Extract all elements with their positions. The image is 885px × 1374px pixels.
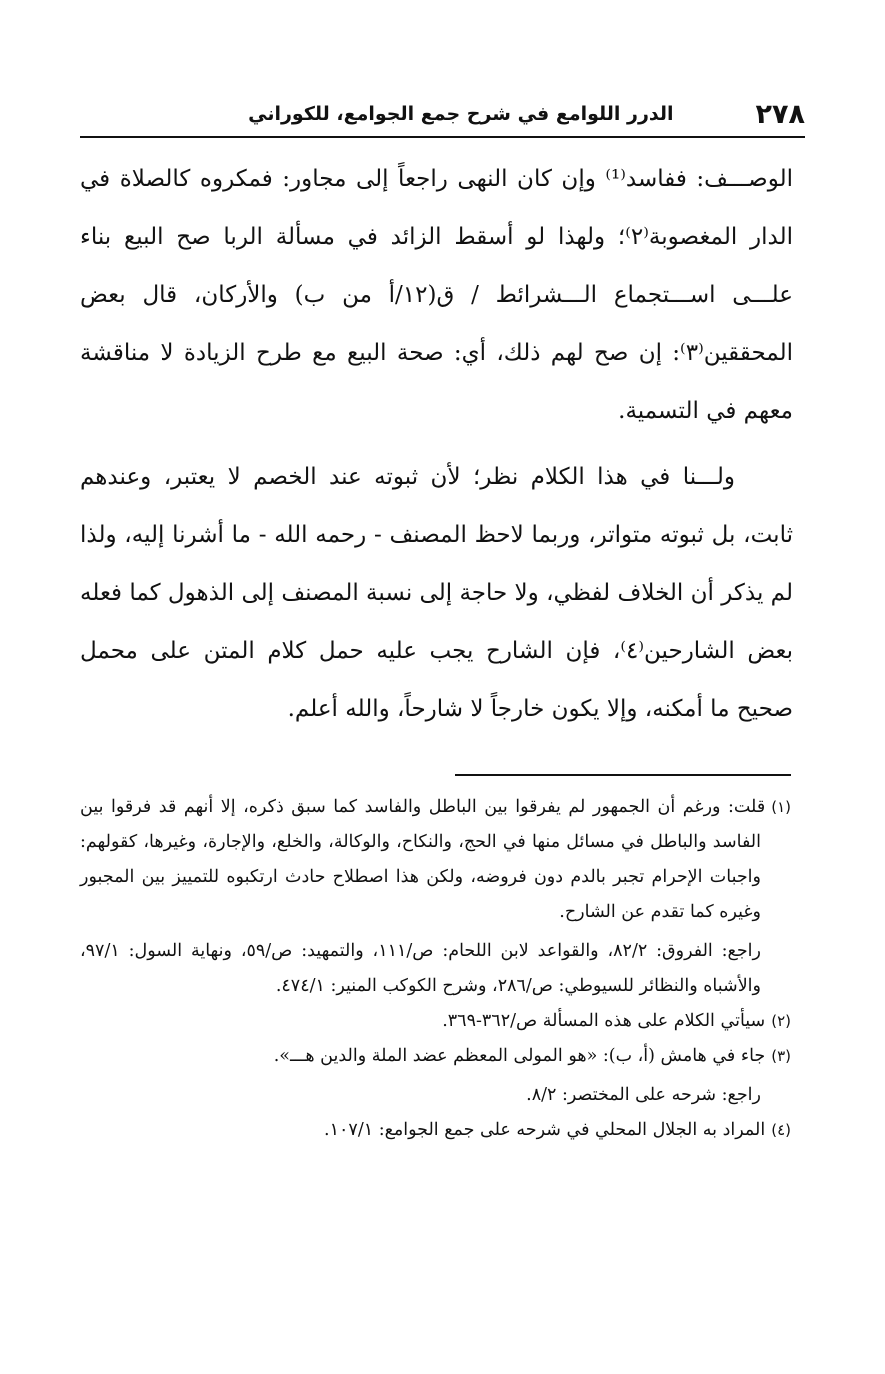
footnote-number: (١) <box>771 798 791 816</box>
footnote-2 <box>80 1004 791 1039</box>
footnote-text: المراد به الجلال المحلي في شرحه على جمع الجوامع: ١٠٧/١. <box>324 1120 766 1140</box>
footnote-3 <box>80 1039 791 1074</box>
footnote-number: (٢) <box>771 1012 791 1030</box>
footnote-text: جاء في هامش (أ، ب): «هو المولى المعظم عضد الملة والدين هـــ». <box>273 1046 766 1066</box>
footnote-text: سيأتي الكلام على هذه المسألة ص/٣٦٢-٣٦٩. <box>442 1011 766 1031</box>
paragraph: ولـــنا في هذا الكلام نظر؛ لأن ثبوته عند الخصم لا يعتبر، وعندهم ثابت، بل ثبوته متواتر، وربما لاحظ المصنف - رحمه الله - ما أشرنا إليه، ولذا لم يذكر أن الخلاف لفظي، ولا حاجة إلى نسبة المصنف إلى الذهول كما فعله بعض الشارحين⁽٤⁾، فإن الشارح يجب عليه حمل كلام المتن على محمل صحيح ما أمكنه، وإلا يكون خارجاً لا شارحاً، والله أعلم. <box>80 464 793 722</box>
paragraph: الوصـــف: ففاسد⁽¹⁾ وإن كان النهى راجعاً إلى مجاور: فمكروه كالصلاة في الدار المغصوبة⁽٢⁾؛ ولهذا لو أسقط الزائد في مسألة الربا صح البيع بناء علـــى اســـتجماع الـــشرائط / ق(١٢/أ من ب) والأركان، قال بعض المحققين⁽٣⁾: إن صح لهم ذلك، أي: صحة البيع مع طرح الزيادة لا مناقشة معهم في التسمية. <box>80 166 793 424</box>
footnotes <box>80 790 791 1148</box>
main-text <box>80 150 793 738</box>
footnote-number: (٣) <box>771 1047 791 1065</box>
footnote-number: (٤) <box>771 1121 791 1139</box>
footnote-4 <box>80 1113 791 1148</box>
footnote-3-reference <box>80 1078 791 1113</box>
footnote-text: راجع: الفروق: ٨٢/٢، والقواعد لابن اللحام: ص/١١١، والتمهيد: ص/٥٩، ونهاية السول: ٩٧/١، والأشباه والنظائر للسيوطي: ص/٢٨٦، وشرح الكوكب المنير: ٤٧٤/١. <box>80 941 761 996</box>
page-header <box>80 92 805 138</box>
footnote-1-reference <box>80 934 791 1004</box>
footnote-text: قلت: ورغم أن الجمهور لم يفرقوا بين الباطل والفاسد كما سبق ذكره، إلا أنهم قد فرقوا بين الفاسد والباطل في مسائل منها في الحج، والنكاح، والوكالة، والخلع، والإجارة، وغيرها، كقولهم: واجبات الإحرام تجبر بالدم دون فروضه، ولكن هذا اصطلاح حادث ارتكبوه للتمييز بين المجبور وغيره كما تقدم عن الشارح. <box>80 797 766 922</box>
page-number: ٢٧٨ <box>755 98 805 130</box>
footnote-separator <box>455 774 791 776</box>
footnote-1 <box>80 790 791 930</box>
running-title: الدرر اللوامع في شرح جمع الجوامع، للكوراني <box>248 103 674 125</box>
footnote-text: راجع: شرحه على المختصر: ٨/٢. <box>526 1085 761 1105</box>
